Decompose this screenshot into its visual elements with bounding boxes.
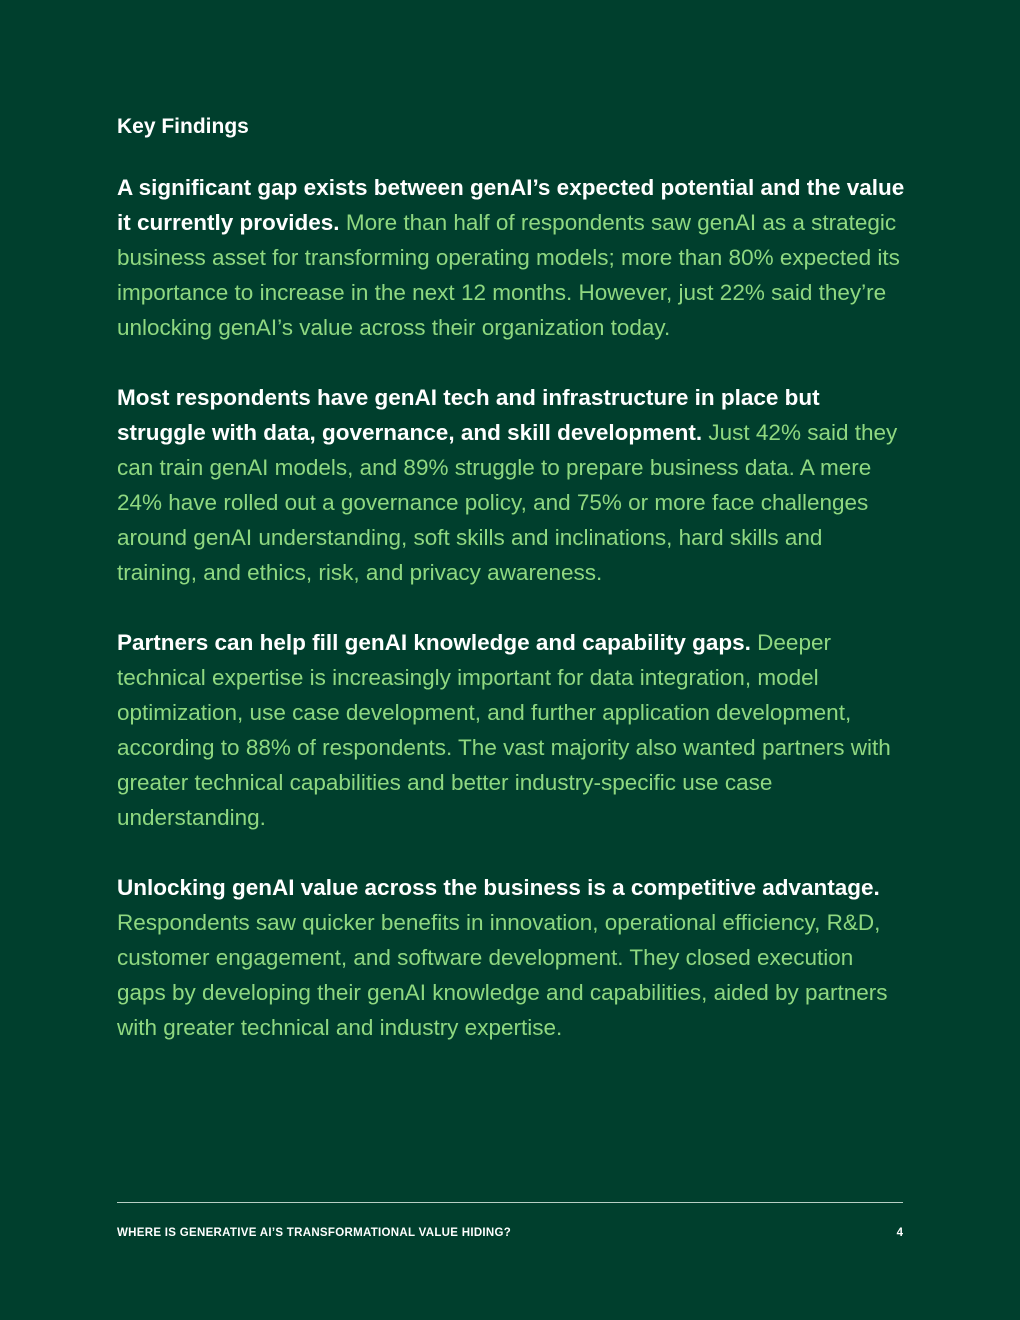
page-number: 4 (896, 1227, 903, 1239)
key-findings-list (117, 170, 907, 1080)
finding-lead: Unlocking genAI value across the business is a competitive advantage. (117, 875, 880, 900)
footer-divider (117, 1202, 903, 1203)
finding-body: Respondents saw quicker benefits in innovation, operational efficiency, R&D, customer engagement, and software development. They closed execution gaps by developing their genAI knowledge and capabilities, aided by partners with greater technical and industry expertise. (117, 910, 888, 1040)
finding-lead: A significant gap exists between genAI’s expected potential and the value it currently provides. (117, 175, 905, 235)
finding-body: Just 42% said they can train genAI models, and 89% struggle to prepare business data. A mere 24% have rolled out a governance policy, and 75% or more face challenges around genAI understanding, soft skills and inclinations, hard skills and training, and ethics, risk, and privacy awareness. (117, 420, 898, 585)
finding-body: Deeper technical expertise is increasingly important for data integration, model optimization, use case development, and further application development, according to 88% of respondents. The vast majority also wanted partners with greater technical capabilities and better industry-specific use case understanding. (117, 630, 891, 830)
footer-title: WHERE IS GENERATIVE AI’S TRANSFORMATIONAL VALUE HIDING? (117, 1227, 512, 1239)
finding-body: More than half of respondents saw genAI as a strategic business asset for transforming operating models; more than 80% expected its importance to increase in the next 12 months. However, just 22% said they’re unlocking genAI’s value across their organization today. (117, 210, 900, 340)
section-heading: Key Findings (117, 115, 249, 138)
finding-lead: Partners can help fill genAI knowledge and capability gaps. (117, 630, 751, 655)
finding-paragraph (117, 380, 907, 590)
finding-paragraph (117, 870, 907, 1045)
finding-paragraph (117, 170, 907, 345)
finding-paragraph (117, 625, 907, 835)
finding-lead: Most respondents have genAI tech and infrastructure in place but struggle with data, governance, and skill development. (117, 385, 820, 445)
report-page (117, 0, 907, 1320)
